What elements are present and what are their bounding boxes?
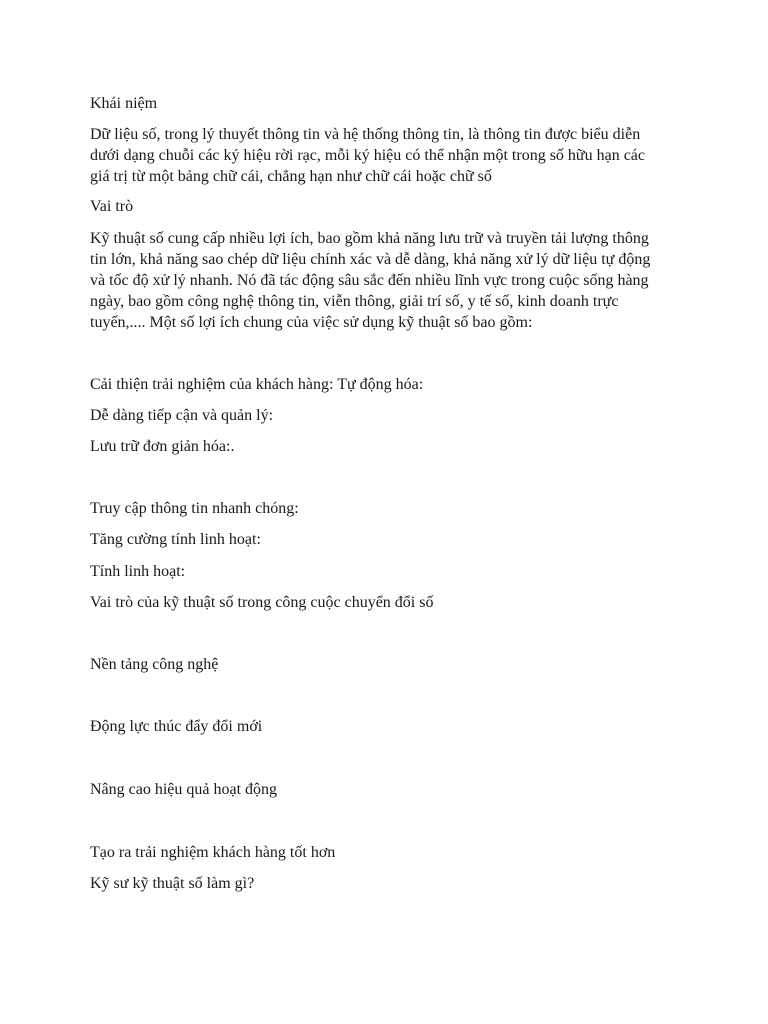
section-heading: Kỹ sư kỹ thuật số làm gì?: [90, 875, 255, 892]
role-line: ngày, bao gồm công nghệ thông tin, viễn thông, giải trí số, y tế số, kinh doanh trực: [90, 293, 619, 310]
benefit-item: Lưu trữ đơn giản hóa:.: [90, 438, 235, 455]
benefit-item: Cải thiện trải nghiệm của khách hàng: Tự động hóa:: [90, 376, 424, 393]
role-line: Kỹ thuật số cung cấp nhiều lợi ích, bao gồm khả năng lưu trữ và truyền tải lượng thông: [90, 230, 649, 247]
heading-role: Vai trò: [90, 198, 134, 215]
concept-line: giá trị từ một bảng chữ cái, chẳng hạn như chữ cái hoặc chữ số: [90, 168, 492, 185]
benefit-item: Tăng cường tính linh hoạt:: [90, 531, 261, 548]
section-item: Tạo ra trải nghiệm khách hàng tốt hơn: [90, 844, 336, 861]
role-paragraph: [90, 228, 680, 333]
benefit-item: Tính linh hoạt:: [90, 563, 186, 580]
heading-concept: Khái niệm: [90, 95, 158, 112]
section-item: Nâng cao hiệu quả hoạt động: [90, 781, 278, 798]
benefit-item: Dễ dàng tiếp cận và quản lý:: [90, 407, 274, 424]
role-line: và tốc độ xử lý nhanh. Nó đã tác động sâu sắc đến nhiều lĩnh vực trong cuộc sống hàng: [90, 272, 649, 289]
section-heading: Vai trò của kỹ thuật số trong công cuộc chuyển đổi số: [90, 594, 434, 611]
concept-paragraph: [90, 124, 680, 187]
concept-line: dưới dạng chuỗi các ký hiệu rời rạc, mỗi ký hiệu có thể nhận một trong số hữu hạn các: [90, 147, 645, 164]
role-line: tuyến,.... Một số lợi ích chung của việc sử dụng kỹ thuật số bao gồm:: [90, 314, 533, 331]
section-item: Nền tảng công nghệ: [90, 656, 219, 673]
benefit-item: Truy cập thông tin nhanh chóng:: [90, 500, 299, 517]
concept-line: Dữ liệu số, trong lý thuyết thông tin và hệ thống thông tin, là thông tin được biểu diễn: [90, 126, 641, 143]
section-item: Động lực thúc đẩy đổi mới: [90, 718, 263, 735]
role-line: tin lớn, khả năng sao chép dữ liệu chính xác và dễ dàng, khả năng xử lý dữ liệu tự động: [90, 251, 651, 268]
